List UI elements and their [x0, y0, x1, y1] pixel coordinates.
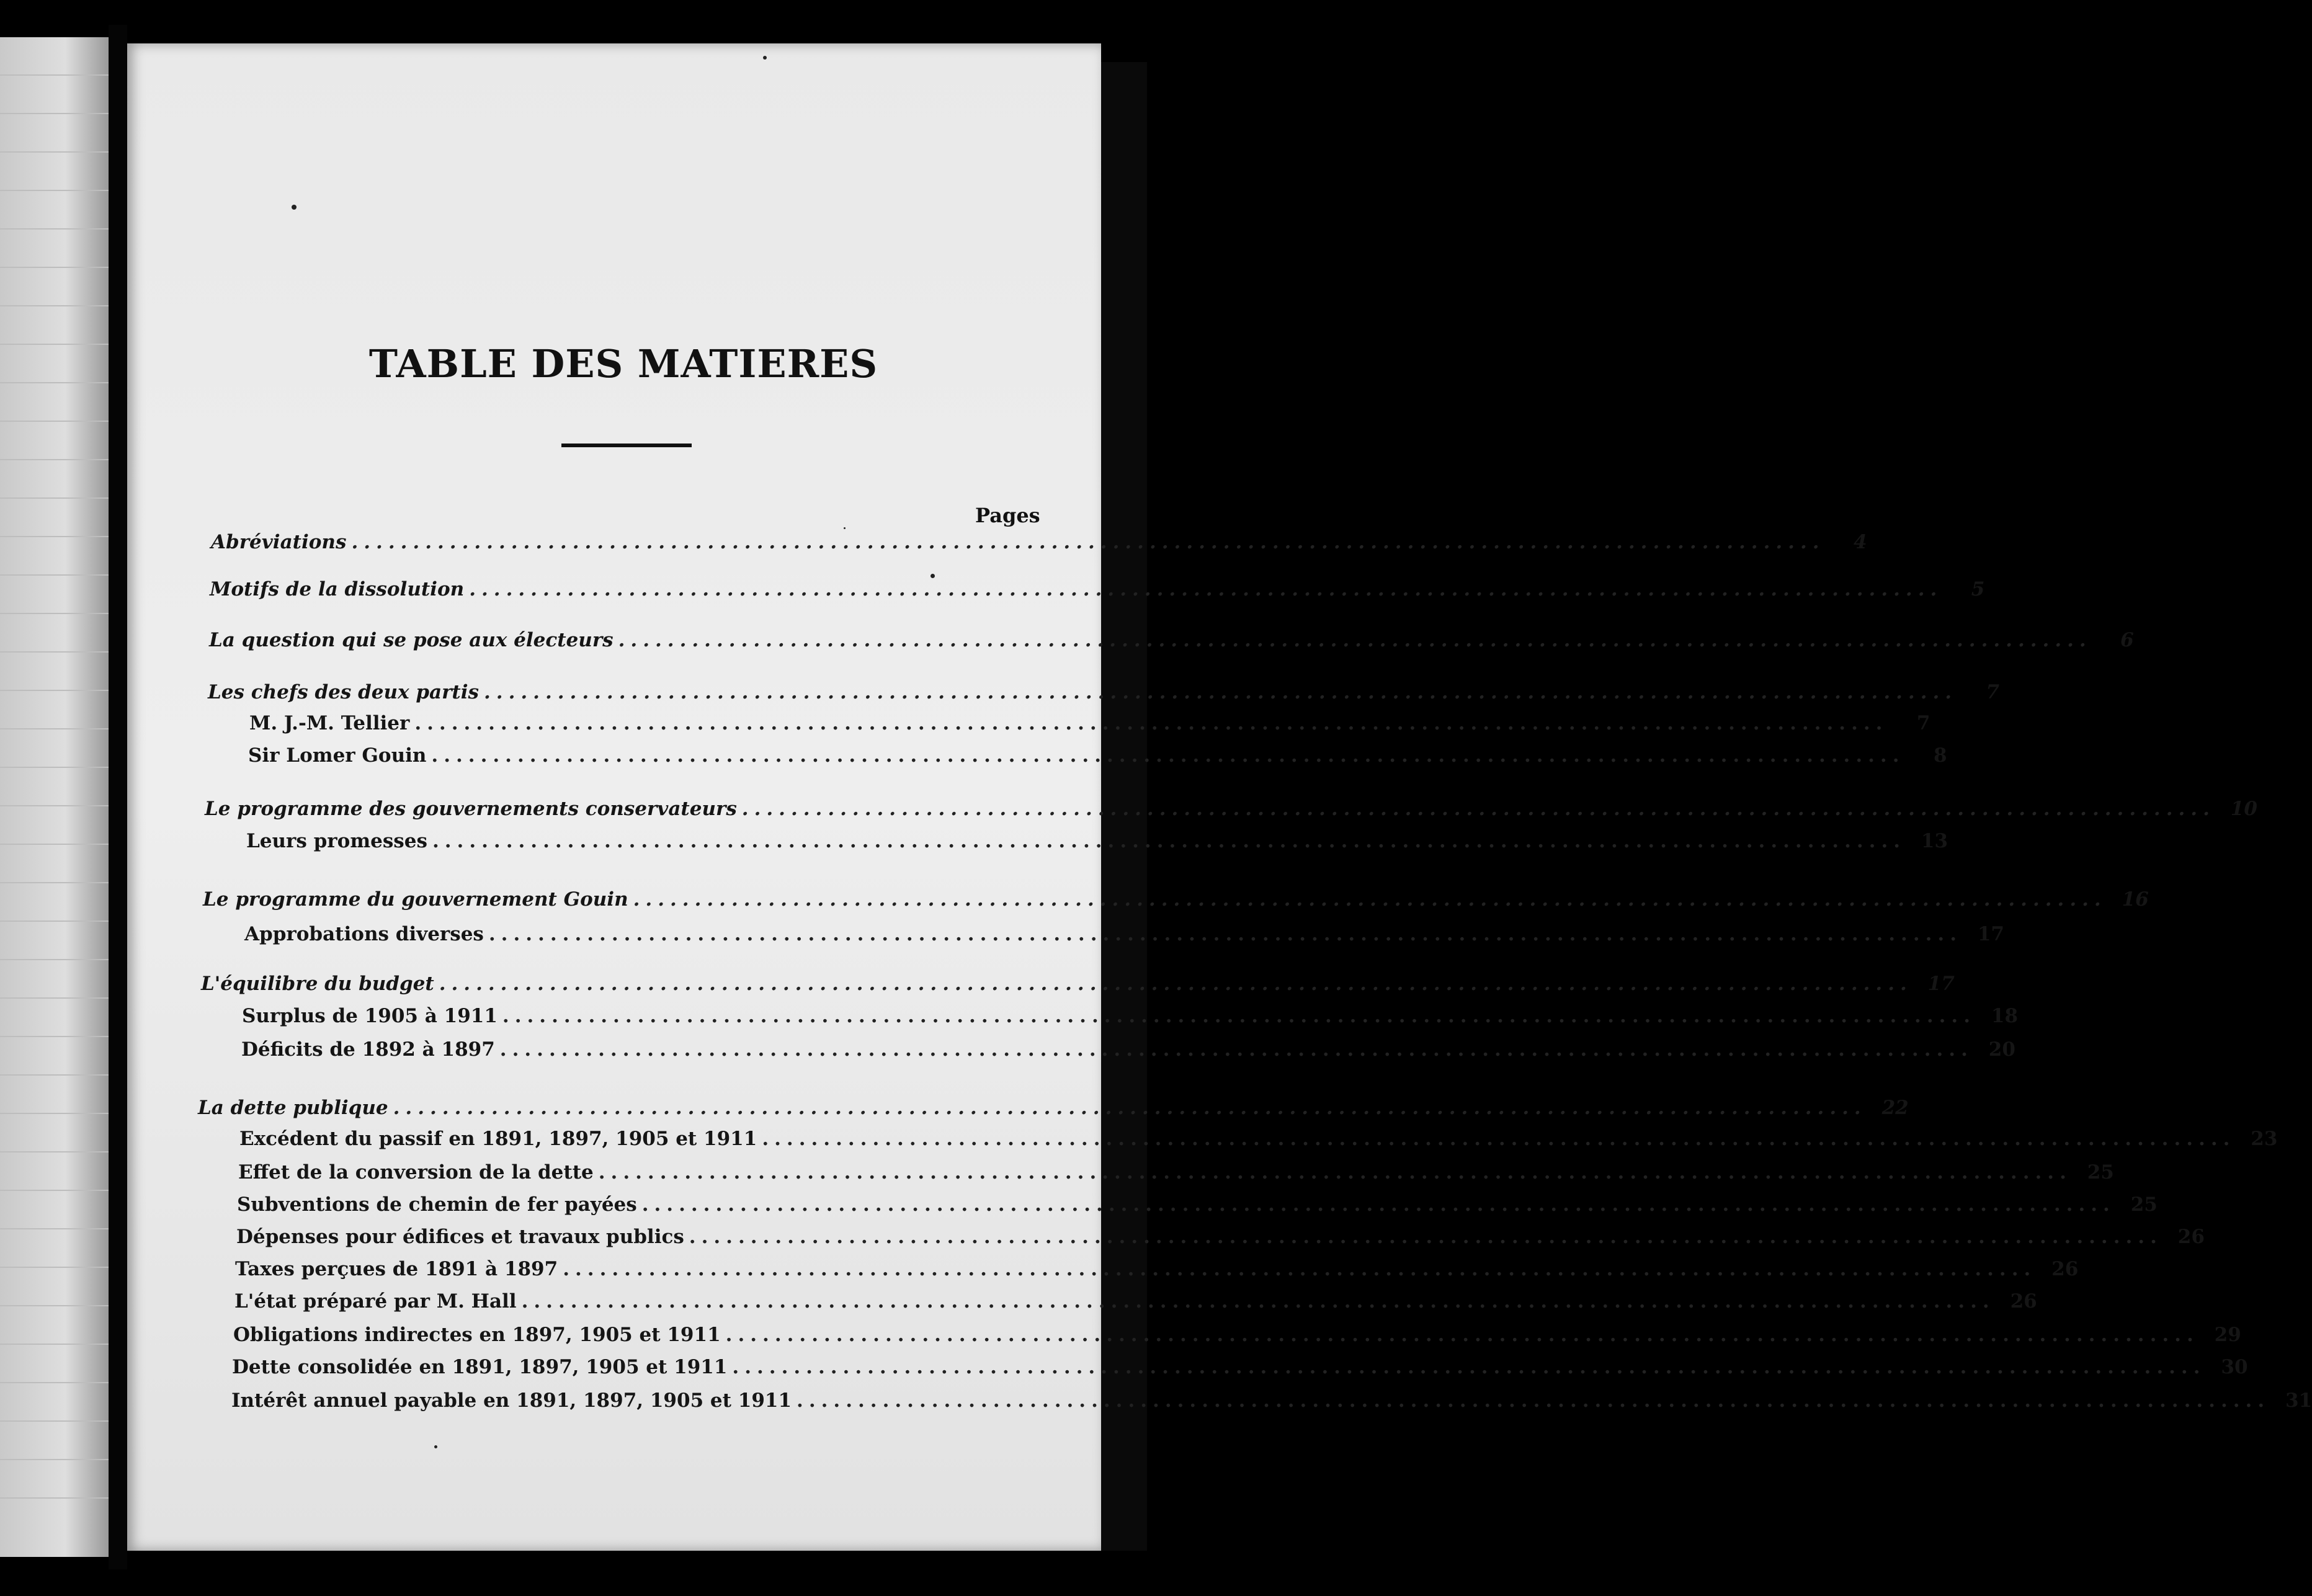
toc-entry-page-number: 29: [2214, 1324, 2241, 1346]
toc-entry-label: Abréviations: [211, 531, 347, 553]
toc-entry: [241, 1033, 2015, 1061]
toc-entry-label: Approbations diverses: [244, 923, 484, 945]
toc-entry: [201, 968, 1955, 995]
toc-entry-label: Déficits de 1892 à 1897: [241, 1038, 495, 1061]
toc-entry-page-number: 18: [1991, 1005, 2019, 1027]
dot-leader: ........................................................................................................................: [598, 1161, 2072, 1184]
toc-entry-label: Le programme des gouvernements conservateurs: [205, 798, 737, 820]
toc-entry-page-number: 31: [2285, 1389, 2312, 1412]
toc-entry: [244, 918, 2004, 945]
toc-entry: [210, 573, 1985, 600]
dot-leader: ........................................................................................................................: [414, 712, 1888, 734]
toc-entry: [237, 1188, 2158, 1216]
toc-entry-label: L'état préparé par M. Hall: [234, 1290, 517, 1313]
toc-entry: [239, 1123, 2278, 1150]
toc-entry-label: M. J.-M. Tellier: [249, 712, 410, 734]
toc-entry: [236, 1221, 2205, 1248]
dot-leader: ........................................................................................................................: [732, 1356, 2206, 1378]
toc-entry-label: Les chefs des deux partis: [208, 681, 479, 703]
pages-column-header: Pages: [975, 504, 1040, 527]
scan-speck: [763, 56, 767, 60]
dot-leader: ........................................................................................................................: [641, 1193, 2115, 1216]
toc-entry-page-number: 25: [2087, 1161, 2114, 1184]
toc-entry-label: Surplus de 1905 à 1911: [242, 1005, 498, 1027]
dot-leader: ........................................................................................................................: [762, 1128, 2236, 1150]
toc-entry: [203, 883, 2149, 911]
toc-entry-page-number: 20: [1988, 1038, 2015, 1061]
toc-entry-page-number: 26: [2177, 1226, 2205, 1248]
dot-leader: ........................................................................................................................: [502, 1005, 1976, 1027]
dot-leader: ........................................................................................................................: [439, 973, 1913, 995]
toc-entry-page-number: 30: [2221, 1356, 2248, 1378]
toc-entry-label: Leurs promesses: [246, 830, 427, 852]
dot-leader: ........................................................................................................................: [618, 629, 2092, 651]
toc-entry-page-number: 6: [2120, 629, 2134, 651]
toc-entry-label: Sir Lomer Gouin: [248, 744, 427, 767]
dot-leader: ........................................................................................................................: [633, 888, 2107, 911]
toc-entry-page-number: 23: [2251, 1128, 2278, 1150]
dot-leader: ........................................................................................................................: [431, 744, 1905, 767]
toc-entry: [231, 1384, 2312, 1412]
dot-leader: ........................................................................................................................: [483, 681, 1958, 703]
toc-entry: [242, 1000, 2019, 1027]
toc-entry-page-number: 13: [1921, 830, 1948, 852]
toc-entry-page-number: 8: [1933, 744, 1947, 767]
toc-entry-page-number: 17: [1927, 973, 1955, 995]
toc-entry: [211, 526, 1867, 553]
dot-leader: ........................................................................................................................: [563, 1258, 2037, 1280]
toc-entry-page-number: 17: [1977, 923, 2004, 945]
scan-speck: [931, 574, 935, 578]
toc-entry-label: La question qui se pose aux électeurs: [209, 629, 614, 651]
dot-leader: ........................................................................................................................: [432, 830, 1906, 852]
toc-entry-label: Effet de la conversion de la dette: [238, 1161, 594, 1184]
dot-leader: ........................................................................................................................: [351, 531, 1825, 553]
dot-leader: ........................................................................................................................: [725, 1324, 2199, 1346]
toc-entry-label: Taxes perçues de 1891 à 1897: [235, 1258, 558, 1280]
dot-leader: ........................................................................................................................: [741, 798, 2215, 820]
dot-leader: ........................................................................................................................: [499, 1038, 1973, 1061]
dot-leader: ........................................................................................................................: [488, 923, 1962, 945]
toc-entry-label: Obligations indirectes en 1897, 1905 et 1911: [233, 1324, 721, 1346]
scan-speck: [434, 1445, 437, 1448]
toc-entry-label: Excédent du passif en 1891, 1897, 1905 et 1911: [239, 1128, 757, 1150]
toc-entry: [198, 1092, 1909, 1119]
dot-leader: ........................................................................................................................: [521, 1290, 1995, 1313]
toc-entry-page-number: 5: [1971, 578, 1985, 600]
toc-entry: [249, 707, 1930, 734]
dot-leader: ........................................................................................................................: [393, 1097, 1867, 1119]
toc-entry-page-number: 16: [2122, 888, 2149, 911]
toc-entry-label: Dette consolidée en 1891, 1897, 1905 et 1911: [232, 1356, 728, 1378]
toc-entry: [235, 1253, 2079, 1280]
toc-entry-label: Intérêt annuel payable en 1891, 1897, 1905 et 1911: [231, 1389, 792, 1412]
dot-leader: ........................................................................................................................: [689, 1226, 2162, 1248]
toc-entry-label: Subventions de chemin de fer payées: [237, 1193, 637, 1216]
toc-entry-label: La dette publique: [198, 1097, 388, 1119]
toc-entry: [234, 1285, 2037, 1313]
toc-entry: [248, 739, 1947, 767]
toc-entry-label: Motifs de la dissolution: [210, 578, 465, 600]
page-title: TABLE DES MATIERES: [368, 341, 878, 386]
toc-entry-label: Le programme du gouvernement Gouin: [203, 888, 628, 911]
toc-entry-page-number: 25: [2130, 1193, 2158, 1216]
toc-entry-label: Dépenses pour édifices et travaux publics: [236, 1226, 684, 1248]
toc-entry-label: L'équilibre du budget: [201, 973, 434, 995]
dot-leader: ........................................................................................................................: [469, 578, 1943, 600]
toc-entry-page-number: 26: [2010, 1290, 2037, 1313]
toc-entry: [246, 825, 1948, 852]
toc-entry: [238, 1156, 2114, 1184]
toc-entry: [232, 1351, 2248, 1378]
toc-entry-page-number: 22: [1881, 1097, 1909, 1119]
toc-entry-page-number: 26: [2051, 1258, 2079, 1280]
scan-speck: [292, 205, 297, 210]
toc-entry-page-number: 10: [2230, 798, 2257, 820]
toc-entry-page-number: 7: [1986, 681, 2000, 703]
toc-entry: [233, 1319, 2241, 1346]
scan-speck: [844, 527, 846, 529]
toc-entry-page-number: 4: [1853, 531, 1867, 553]
toc-entry: [205, 793, 2257, 820]
toc-entry: [208, 676, 2000, 703]
dot-leader: ........................................................................................................................: [797, 1389, 2270, 1412]
toc-entry: [209, 624, 2134, 651]
toc-entry-page-number: 7: [1916, 712, 1930, 734]
